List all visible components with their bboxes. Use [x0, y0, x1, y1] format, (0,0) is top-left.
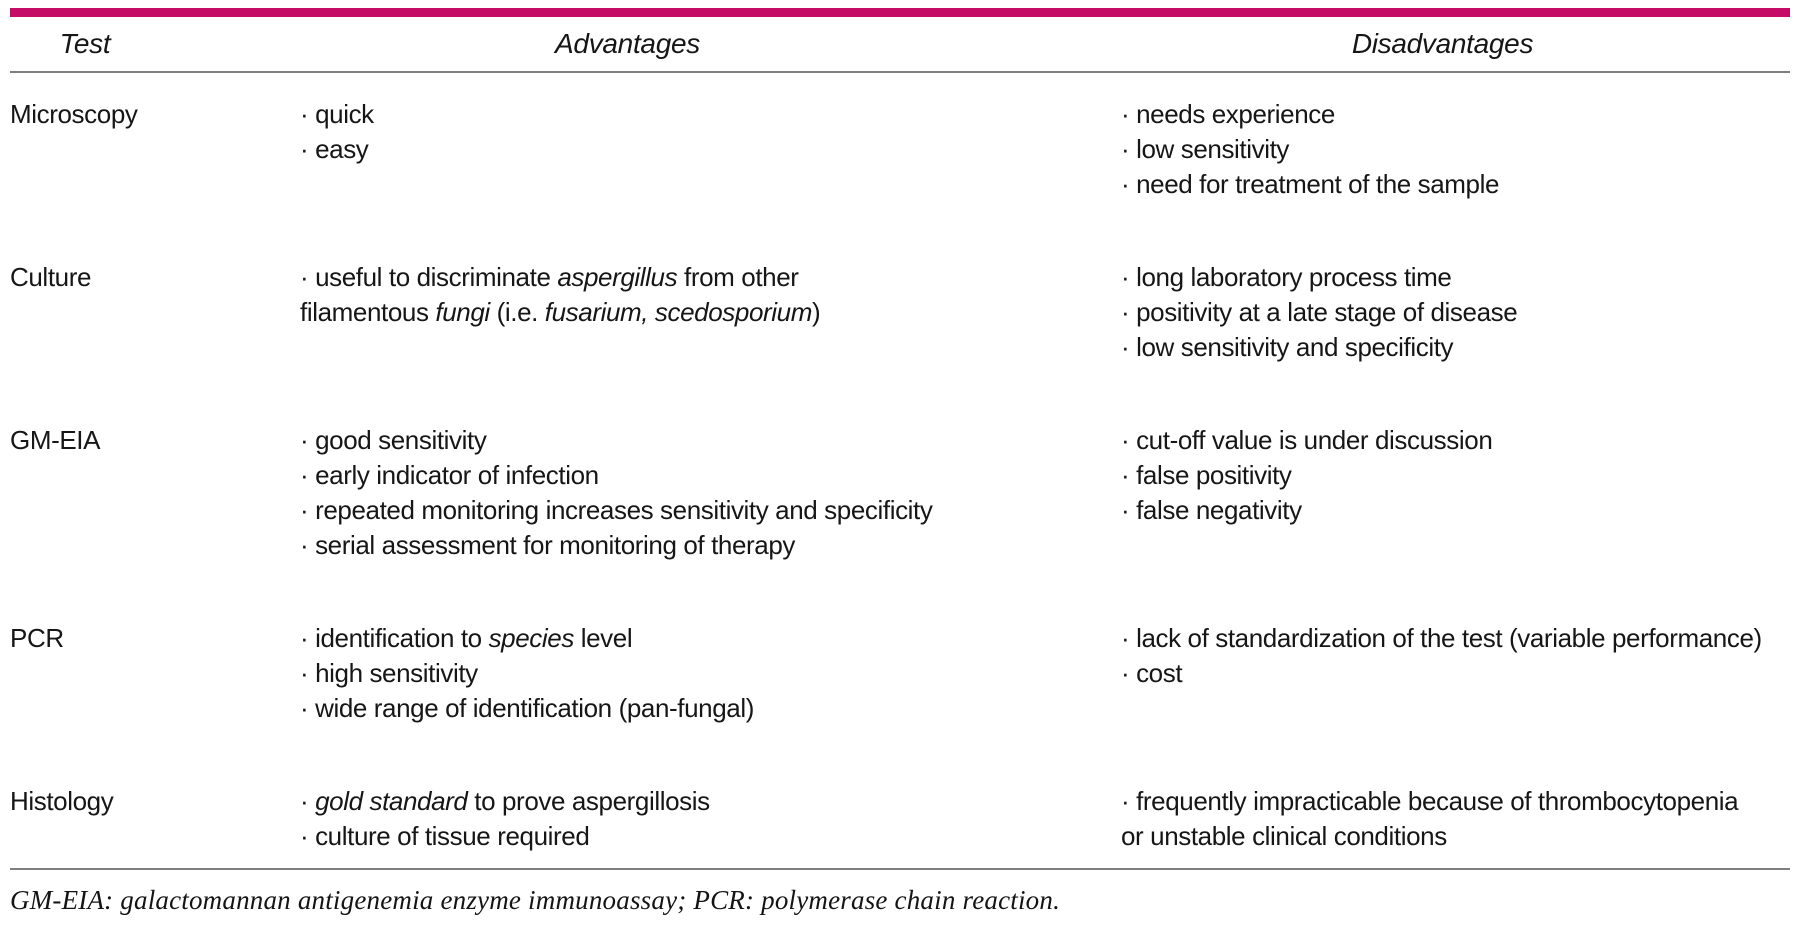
cell-line: [300, 97, 1095, 132]
cell-line: [300, 493, 1095, 528]
table-row: [10, 260, 1790, 365]
plain-text: · quick: [300, 99, 374, 129]
cell-line: [1121, 784, 1790, 819]
plain-text: GM-EIA: [10, 425, 101, 455]
italic-text: fungi: [435, 297, 490, 327]
table-row: [10, 97, 1790, 202]
column-header-test: Test: [59, 28, 111, 59]
plain-text: · low sensitivity and specificity: [1121, 332, 1454, 362]
italic-text: gold standard: [315, 786, 468, 816]
disadvantages-cell: [1095, 260, 1790, 365]
cell-line: [300, 295, 1095, 330]
cell-line: [1121, 656, 1790, 691]
cell-line: [300, 691, 1095, 726]
cell-line: [300, 260, 1095, 295]
table-row: [10, 423, 1790, 563]
plain-text: · low sensitivity: [1121, 134, 1290, 164]
plain-text: · frequently impracticable because of thrombocytopenia: [1121, 786, 1739, 816]
plain-text: · false positivity: [1121, 460, 1292, 490]
accent-bar: [10, 8, 1790, 17]
plain-text: ·: [300, 786, 316, 816]
plain-text: or unstable clinical conditions: [1121, 821, 1447, 851]
cell-line: [300, 621, 1095, 656]
cell-line: [1121, 167, 1790, 202]
advantages-cell: [160, 621, 1095, 726]
cell-line: [1121, 132, 1790, 167]
test-cell: [10, 423, 160, 563]
plain-text: · cost: [1121, 658, 1183, 688]
plain-text: · lack of standardization of the test (variable performance): [1121, 623, 1762, 653]
cell-line: [300, 458, 1095, 493]
disadvantages-cell: [1095, 423, 1790, 563]
plain-text: · high sensitivity: [300, 658, 478, 688]
disadvantages-cell: [1095, 97, 1790, 202]
plain-text: level: [573, 623, 633, 653]
plain-text: · need for treatment of the sample: [1121, 169, 1500, 199]
test-cell: [10, 621, 160, 726]
cell-line: [1121, 819, 1790, 854]
cell-line: [300, 784, 1095, 819]
plain-text: · good sensitivity: [300, 425, 487, 455]
cell-line: [10, 784, 160, 819]
cell-line: [10, 97, 160, 132]
plain-text: · serial assessment for monitoring of therapy: [300, 530, 795, 560]
cell-line: [300, 528, 1095, 563]
cell-line: [300, 656, 1095, 691]
column-header-disadvantages: Disadvantages: [1351, 28, 1534, 59]
cell-line: [10, 621, 160, 656]
plain-text: PCR: [10, 623, 64, 653]
plain-text: · culture of tissue required: [300, 821, 590, 851]
cell-line: [1121, 330, 1790, 365]
cell-line: [10, 260, 160, 295]
cell-line: [1121, 260, 1790, 295]
header-row: [10, 17, 1790, 71]
plain-text: · easy: [300, 134, 369, 164]
plain-text: Culture: [10, 262, 92, 292]
plain-text: · positivity at a late stage of disease: [1121, 297, 1518, 327]
test-cell: [10, 260, 160, 365]
test-cell: [10, 97, 160, 202]
plain-text: Microscopy: [10, 99, 138, 129]
plain-text: Histology: [10, 786, 114, 816]
plain-text: filamentous: [300, 297, 436, 327]
cell-line: [1121, 458, 1790, 493]
plain-text: · repeated monitoring increases sensitivity and specificity: [300, 495, 933, 525]
table-body: [10, 73, 1790, 854]
plain-text: · needs experience: [1121, 99, 1335, 129]
plain-text: (i.e.: [489, 297, 545, 327]
advantages-cell: [160, 97, 1095, 202]
cell-line: [1121, 493, 1790, 528]
plain-text: ): [811, 297, 821, 327]
cell-line: [10, 423, 160, 458]
plain-text: · useful to discriminate: [300, 262, 558, 292]
disadvantages-cell: [1095, 621, 1790, 726]
plain-text: · long laboratory process time: [1121, 262, 1452, 292]
italic-text: species: [488, 623, 574, 653]
advantages-cell: [160, 260, 1095, 365]
cell-line: [1121, 621, 1790, 656]
cell-line: [300, 819, 1095, 854]
plain-text: · early indicator of infection: [300, 460, 599, 490]
table-row: [10, 784, 1790, 854]
plain-text: · identification to: [300, 623, 489, 653]
test-cell: [10, 784, 160, 854]
table-row: [10, 621, 1790, 726]
cell-line: [300, 423, 1095, 458]
footnote: GM-EIA: galactomannan antigenemia enzyme immunoassay; PCR: polymerase chain reaction.: [10, 885, 1061, 915]
italic-text: aspergillus: [557, 262, 678, 292]
advantages-cell: [160, 784, 1095, 854]
plain-text: · false negativity: [1121, 495, 1302, 525]
column-header-advantages: Advantages: [555, 28, 700, 59]
disadvantages-cell: [1095, 784, 1790, 854]
advantages-cell: [160, 423, 1095, 563]
cell-line: [300, 132, 1095, 167]
italic-text: fusarium, scedosporium: [544, 297, 812, 327]
cell-line: [1121, 97, 1790, 132]
plain-text: from other: [677, 262, 799, 292]
plain-text: to prove aspergillosis: [467, 786, 710, 816]
cell-line: [1121, 295, 1790, 330]
plain-text: · cut-off value is under discussion: [1121, 425, 1493, 455]
cell-line: [1121, 423, 1790, 458]
plain-text: · wide range of identification (pan-fungal): [300, 693, 754, 723]
